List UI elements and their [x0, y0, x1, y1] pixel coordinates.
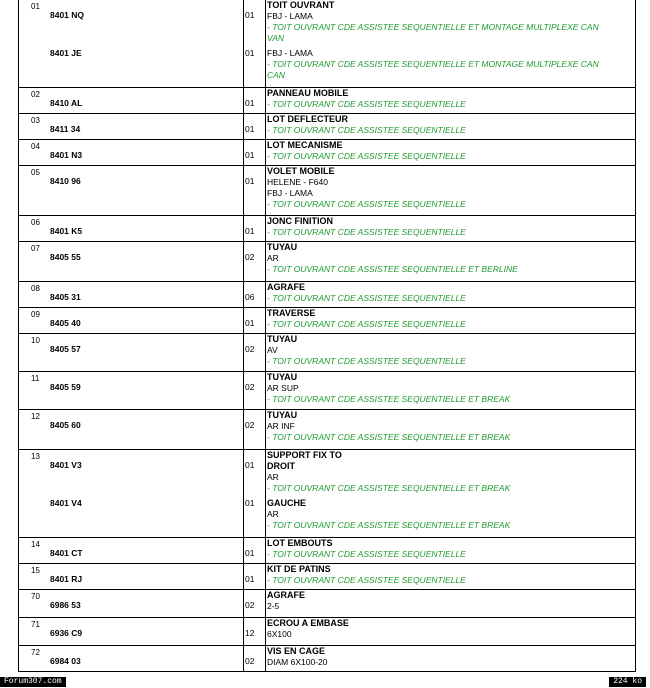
quantity: 01 [245, 150, 255, 160]
application-note: - TOIT OUVRANT CDE ASSISTEE SEQUENTIELLE [267, 293, 466, 303]
part-description [267, 372, 635, 405]
description-column-rule [265, 646, 266, 671]
application-note: - TOIT OUVRANT CDE ASSISTEE SEQUENTIELLE ET BREAK [267, 520, 511, 530]
qty-column-rule [243, 372, 244, 409]
quantity: 01 [245, 498, 255, 508]
part-reference: 8410 AL [50, 98, 83, 108]
part-title: TUYAU [267, 372, 298, 382]
part-reference: 8405 31 [50, 292, 81, 302]
part-reference: 8401 V4 [50, 498, 82, 508]
table-row [19, 0, 635, 88]
application-note: - TOIT OUVRANT CDE ASSISTEE SEQUENTIELLE [267, 151, 466, 161]
quantity: 01 [245, 226, 255, 236]
part-reference: 8411 34 [50, 124, 81, 134]
quantity: 06 [245, 292, 255, 302]
part-title: SUPPORT FIX TO DROIT [267, 450, 342, 471]
quantity: 02 [245, 252, 255, 262]
qty-column-rule [243, 88, 244, 113]
part-title: AGRAFE [267, 282, 305, 292]
qty-column-rule [243, 140, 244, 165]
part-detail: AV [267, 345, 278, 355]
part-title: TUYAU [267, 410, 298, 420]
application-note: - TOIT OUVRANT CDE ASSISTEE SEQUENTIELLE [267, 125, 466, 135]
description-column-rule [265, 590, 266, 617]
application-note: - TOIT OUVRANT CDE ASSISTEE SEQUENTIELLE ET MONTAGE MULTIPLEXE CAN [267, 22, 599, 32]
item-number: 06 [31, 218, 40, 227]
qty-column-rule [243, 590, 244, 617]
application-note: CAN [267, 70, 285, 80]
application-note: - TOIT OUVRANT CDE ASSISTEE SEQUENTIELLE [267, 575, 466, 585]
footer-bar [0, 677, 650, 688]
quantity: 01 [245, 98, 255, 108]
item-number: 14 [31, 540, 40, 549]
item-number: 03 [31, 116, 40, 125]
part-detail: HELENE - F640 [267, 177, 328, 187]
item-number: 09 [31, 310, 40, 319]
part-detail: AR INF [267, 421, 295, 431]
part-title: PANNEAU MOBILE [267, 88, 349, 98]
part-detail: AR [267, 509, 279, 519]
part-detail: AR [267, 472, 279, 482]
application-note: - TOIT OUVRANT CDE ASSISTEE SEQUENTIELLE [267, 319, 466, 329]
description-column-rule [265, 0, 266, 87]
part-description [267, 114, 635, 136]
qty-column-rule [243, 618, 244, 645]
part-description [267, 450, 635, 494]
table-row [19, 334, 635, 372]
part-description [267, 308, 635, 330]
part-title: VIS EN CAGE [267, 646, 326, 656]
item-number: 15 [31, 566, 40, 575]
part-detail: FBJ - LAMA [267, 188, 313, 198]
item-number: 72 [31, 648, 40, 657]
item-number: 10 [31, 336, 40, 345]
part-description [267, 166, 635, 210]
part-reference: 8410 96 [50, 176, 81, 186]
description-column-rule [265, 308, 266, 333]
part-reference: 8405 57 [50, 344, 81, 354]
item-number: 70 [31, 592, 40, 601]
qty-column-rule [243, 242, 244, 281]
table-row [19, 564, 635, 590]
part-reference: 8401 N3 [50, 150, 83, 160]
part-title: AGRAFE [267, 590, 305, 600]
parts-table [18, 0, 636, 672]
part-description [267, 0, 635, 44]
application-note: - TOIT OUVRANT CDE ASSISTEE SEQUENTIELLE ET BERLINE [267, 264, 518, 274]
application-note: - TOIT OUVRANT CDE ASSISTEE SEQUENTIELLE [267, 199, 466, 209]
quantity: 01 [245, 124, 255, 134]
qty-column-rule [243, 450, 244, 537]
qty-column-rule [243, 308, 244, 333]
qty-column-rule [243, 114, 244, 139]
description-column-rule [265, 282, 266, 307]
part-reference: 8405 59 [50, 382, 81, 392]
part-title: LOT DEFLECTEUR [267, 114, 348, 124]
application-note: - TOIT OUVRANT CDE ASSISTEE SEQUENTIELLE [267, 356, 466, 366]
part-detail: 6X100 [267, 629, 292, 639]
part-description [267, 618, 635, 640]
table-row [19, 88, 635, 114]
description-column-rule [265, 140, 266, 165]
item-number: 11 [31, 374, 40, 383]
quantity: 01 [245, 548, 255, 558]
application-note: - TOIT OUVRANT CDE ASSISTEE SEQUENTIELLE ET BREAK [267, 394, 511, 404]
qty-column-rule [243, 0, 244, 87]
part-title: JONC FINITION [267, 216, 334, 226]
qty-column-rule [243, 216, 244, 241]
part-title: KIT DE PATINS [267, 564, 331, 574]
qty-column-rule [243, 334, 244, 371]
item-number: 01 [31, 2, 40, 11]
description-column-rule [265, 410, 266, 449]
part-description [267, 590, 635, 612]
quantity: 12 [245, 628, 255, 638]
application-note: - TOIT OUVRANT CDE ASSISTEE SEQUENTIELLE ET MONTAGE MULTIPLEXE CAN [267, 59, 599, 69]
part-description [267, 140, 635, 162]
part-reference: 8405 60 [50, 420, 81, 430]
quantity: 01 [245, 318, 255, 328]
table-row [19, 646, 635, 672]
table-row [19, 618, 635, 646]
application-note: - TOIT OUVRANT CDE ASSISTEE SEQUENTIELLE ET BREAK [267, 483, 511, 493]
description-column-rule [265, 450, 266, 537]
part-description [267, 564, 635, 586]
part-reference: 8405 55 [50, 252, 81, 262]
qty-column-rule [243, 564, 244, 589]
part-detail: AR [267, 253, 279, 263]
qty-column-rule [243, 282, 244, 307]
part-title: LOT EMBOUTS [267, 538, 333, 548]
table-row [19, 590, 635, 618]
description-column-rule [265, 618, 266, 645]
item-number: 13 [31, 452, 40, 461]
part-reference: 6936 C9 [50, 628, 83, 638]
part-title: VOLET MOBILE [267, 166, 335, 176]
part-title: ECROU A EMBASE [267, 618, 349, 628]
quantity: 01 [245, 460, 255, 470]
part-title: TRAVERSE [267, 308, 316, 318]
part-detail: DIAM 6X100-20 [267, 657, 328, 667]
part-reference: 8405 40 [50, 318, 81, 328]
description-column-rule [265, 88, 266, 113]
quantity: 02 [245, 382, 255, 392]
qty-column-rule [243, 538, 244, 563]
quantity: 01 [245, 10, 255, 20]
part-detail: FBJ - LAMA [267, 11, 313, 21]
part-description [267, 538, 635, 560]
application-note: VAN [267, 33, 285, 43]
part-description [267, 216, 635, 238]
table-row [19, 114, 635, 140]
quantity: 01 [245, 48, 255, 58]
item-number: 12 [31, 412, 40, 421]
table-row [19, 140, 635, 166]
description-column-rule [265, 538, 266, 563]
table-row [19, 410, 635, 450]
description-column-rule [265, 334, 266, 371]
quantity: 02 [245, 656, 255, 666]
part-reference: 8401 RJ [50, 574, 83, 584]
description-column-rule [265, 114, 266, 139]
part-reference: 8401 CT [50, 548, 83, 558]
qty-column-rule [243, 166, 244, 215]
item-number: 05 [31, 168, 40, 177]
part-description [267, 88, 635, 110]
qty-column-rule [243, 646, 244, 671]
table-row [19, 242, 635, 282]
part-title: LOT MECANISME [267, 140, 343, 150]
table-row [19, 216, 635, 242]
part-detail: AR SUP [267, 383, 299, 393]
part-reference: 8401 K5 [50, 226, 83, 236]
part-description [267, 282, 635, 304]
part-detail: 2-5 [267, 601, 280, 611]
table-row [19, 450, 635, 538]
part-description [267, 498, 635, 531]
part-reference: 6986 53 [50, 600, 81, 610]
table-row [19, 166, 635, 216]
table-row [19, 372, 635, 410]
item-number: 02 [31, 90, 40, 99]
quantity: 01 [245, 176, 255, 186]
item-number: 08 [31, 284, 40, 293]
part-description [267, 334, 635, 367]
item-number: 07 [31, 244, 40, 253]
part-title: GAUCHE [267, 498, 307, 508]
description-column-rule [265, 564, 266, 589]
table-row [19, 308, 635, 334]
application-note: - TOIT OUVRANT CDE ASSISTEE SEQUENTIELLE [267, 549, 466, 559]
application-note: - TOIT OUVRANT CDE ASSISTEE SEQUENTIELLE [267, 99, 466, 109]
site-watermark: Forum307.com [0, 677, 66, 687]
file-size-label: 224 ko [609, 677, 646, 687]
description-column-rule [265, 372, 266, 409]
quantity: 02 [245, 344, 255, 354]
quantity: 02 [245, 600, 255, 610]
part-title: TOIT OUVRANT [267, 0, 335, 10]
part-description [267, 646, 635, 668]
part-reference: 8401 V3 [50, 460, 82, 470]
part-detail: FBJ - LAMA [267, 48, 313, 58]
description-column-rule [265, 166, 266, 215]
description-column-rule [265, 242, 266, 281]
quantity: 01 [245, 574, 255, 584]
table-row [19, 282, 635, 308]
part-reference: 6984 03 [50, 656, 81, 666]
quantity: 02 [245, 420, 255, 430]
description-column-rule [265, 216, 266, 241]
application-note: - TOIT OUVRANT CDE ASSISTEE SEQUENTIELLE [267, 227, 466, 237]
part-description [267, 242, 635, 275]
item-number: 04 [31, 142, 40, 151]
application-note: - TOIT OUVRANT CDE ASSISTEE SEQUENTIELLE ET BREAK [267, 432, 511, 442]
qty-column-rule [243, 410, 244, 449]
part-title: TUYAU [267, 334, 298, 344]
item-number: 71 [31, 620, 40, 629]
part-description [267, 48, 635, 81]
table-row [19, 538, 635, 564]
part-title: TUYAU [267, 242, 298, 252]
part-description [267, 410, 635, 443]
part-reference: 8401 NQ [50, 10, 85, 20]
part-reference: 8401 JE [50, 48, 82, 58]
